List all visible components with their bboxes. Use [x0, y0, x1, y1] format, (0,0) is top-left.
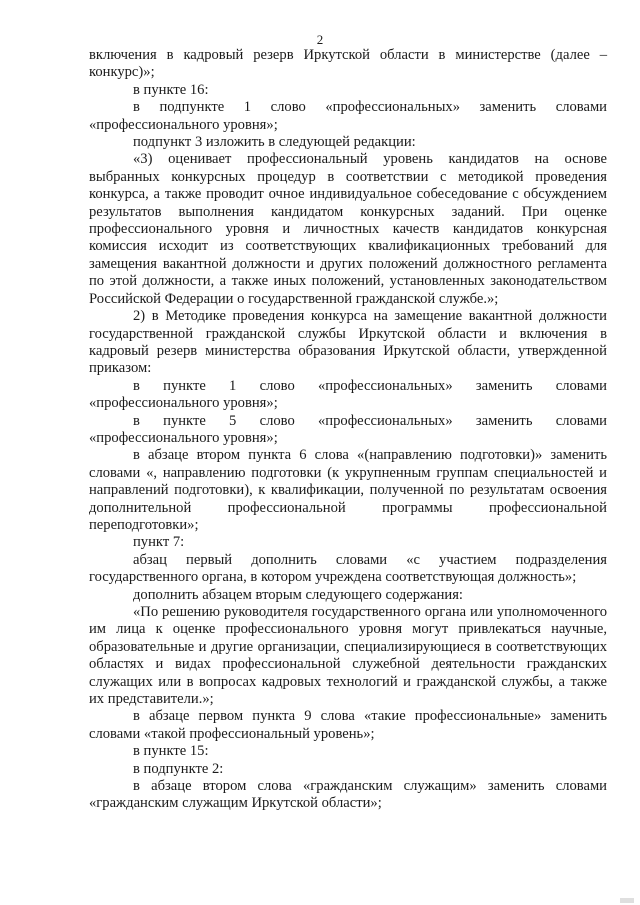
paragraph: в пункте 15: — [133, 743, 209, 760]
paragraph: абзац первый дополнить словами «с участием подразделения государственного органа, в котором учреждена соответствующая должность»; — [89, 551, 607, 586]
paragraph: в абзаце втором пункта 6 слова «(направлению подготовки)» заменить словами «, направлению подготовки (к укрупненным группам специальностей и направлений подготовки), к квалификации, полученной по результатам освоения дополнительной профессиональной программы профессиональной переподготовки»; — [89, 447, 607, 533]
paragraph: в подпункте 1 слово «профессиональных» заменить словами «профессионального уровня»; — [89, 99, 607, 133]
paragraph: «3) оценивает профессиональный уровень кандидатов на основе выбранных конкурсных процедур в соответствии с методикой проведения конкурса, а также проводит очное индивидуальное собеседование с обсуждением результатов выполнения кандидатом конкурсных заданий. При оценке профессионального уровня и личностных качеств кандидатов конкурсная комиссия исходит из соответствующих квалификационных требований для замещения вакантной должности и других положений должностного регламента по этой должности, а также иных положений, установленных законодательством Российской Федерации о государственной гражданской службе.»; — [89, 151, 607, 307]
paragraph: в пункте 16: — [133, 81, 209, 98]
paragraph: пункт 7: — [133, 534, 185, 551]
paragraph: в подпункте 2: — [133, 760, 224, 777]
paragraph: в абзаце первом пункта 9 слова «такие профессиональные» заменить словами «такой профессиональный уровень»; — [89, 708, 607, 742]
paragraph: в пункте 1 слово «профессиональных» заменить словами «профессионального уровня»; — [89, 377, 607, 412]
paragraph: включения в кадровый резерв Иркутской области в министерстве (далее – конкурс)»; — [89, 47, 607, 81]
paragraph: в абзаце втором слова «гражданским служащим» заменить словами «гражданским служащим Иркутской области»; — [89, 778, 607, 812]
paragraph: в пункте 5 слово «профессиональных» заменить словами «профессионального уровня»; — [89, 412, 607, 446]
scan-artifact — [620, 898, 634, 903]
paragraph: «По решению руководителя государственного органа или уполномоченного им лица к оценке профессионального уровня могут привлекаться научные, образовательные и другие организации, специализирующиеся в соответствующих областях и видах профессиональной служебной деятельности гражданских служащих или в вопросах кадровых технологий и гражданской службы, а также их представители.»; — [89, 604, 607, 708]
document-body — [89, 47, 607, 813]
paragraph: подпункт 3 изложить в следующей редакции: — [133, 134, 416, 151]
page-number: 2 — [316, 32, 324, 47]
paragraph: 2) в Методике проведения конкурса на замещение вакантной должности государственной гражданской службы Иркутской области и включения в кадровый резерв министерства образования Иркутской области, утвержденной приказом: — [89, 308, 607, 377]
paragraph: дополнить абзацем вторым следующего содержания: — [133, 586, 463, 603]
